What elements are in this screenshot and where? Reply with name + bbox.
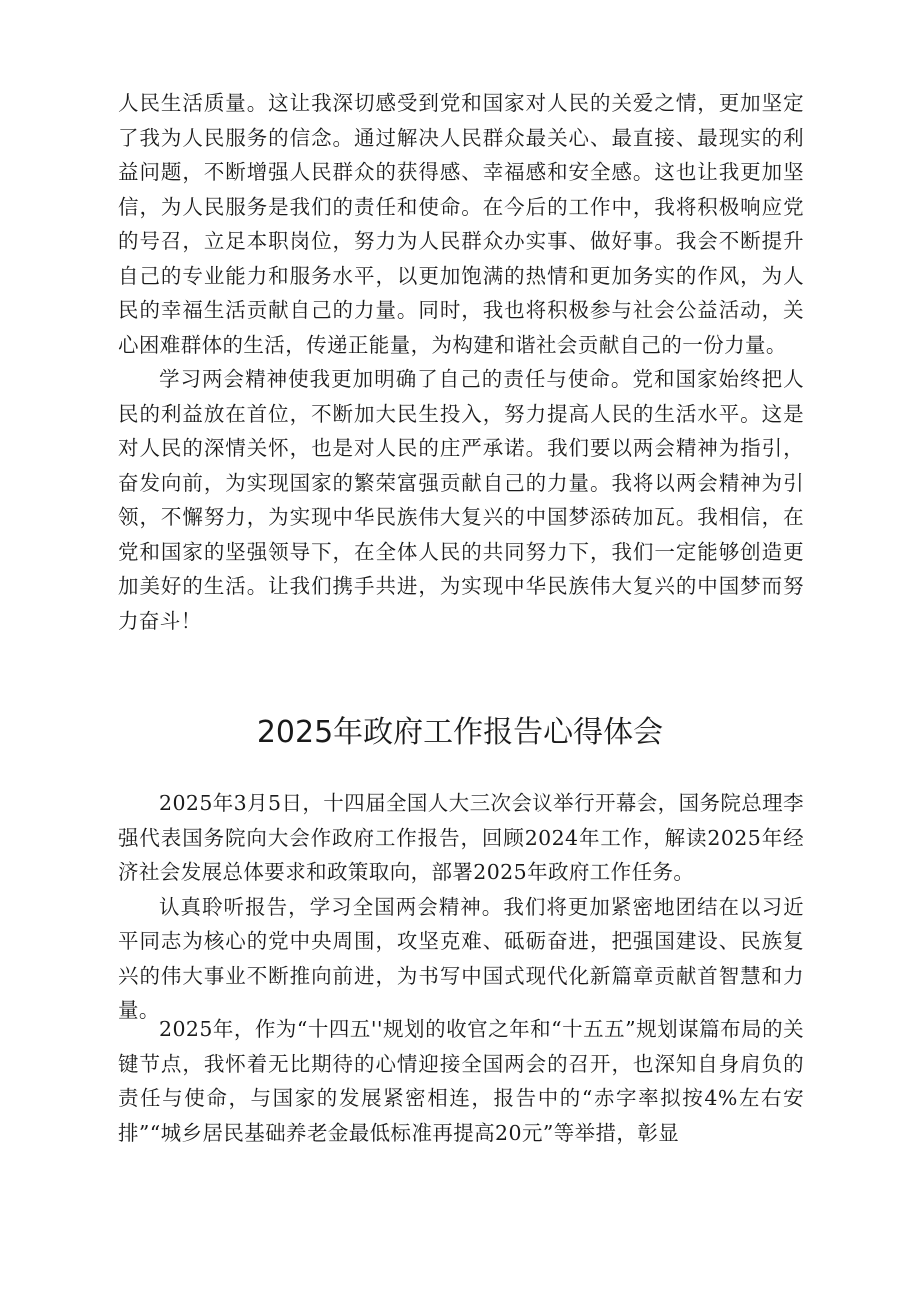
- paragraph-responsibility: 学习两会精神使我更加明确了自己的责任与使命。党和国家始终把人民的利益放在首位，不断加大民生投入，努力提高人民的生活水平。这是对人民的深情关怀，也是对人民的庄严承诺。我们要以两会精神为指引，奋发向前，为实现国家的繁荣富强贡献自己的力量。我将以两会精神为引领，不懈努力，为实现中华民族伟大复兴的中国梦添砖加瓦。我相信，在党和国家的坚强领导下，在全体人民的共同努力下，我们一定能够创造更加美好的生活。让我们携手共进，为实现中华民族伟大复兴的中国梦而努力奋斗！: [118, 367, 804, 633]
- article-title: 2025年政府工作报告心得体会: [256, 715, 664, 750]
- article-intro-section: [118, 786, 804, 1028]
- paragraph-listening: 认真聆听报告，学习全国两会精神。我们将更加紧密地团结在以习近平同志为核心的党中央周围，攻坚克难、砥砺奋进，把强国建设、民族复兴的伟大事业不断推向前进，为书写中国式现代化新篇章贡献首智慧和力量。: [118, 894, 804, 1022]
- paragraph-2025-plan: 2025年，作为“十四五''规划的收官之年和“十五五”规划谋篇布局的关键节点，我怀着无比期待的心情迎接全国两会的召开，也深知自身肩负的责任与使命，与国家的发展紧密相连，报告中的“赤字率拟按4%左右安排”“城乡居民基础养老金最低标准再提高20元”等举措，彰显: [118, 1017, 804, 1145]
- article-body-section: [118, 1012, 804, 1150]
- paragraph-opening: 2025年3月5日，十四届全国人大三次会议举行开幕会，国务院总理李强代表国务院向大会作政府工作报告，回顾2024年工作，解读2025年经济社会发展总体要求和政策取向，部署2025年政府工作任务。: [118, 791, 804, 884]
- paragraph-continued: 人民生活质量。这让我深切感受到党和国家对人民的关爱之情，更加坚定了我为人民服务的信念。通过解决人民群众最关心、最直接、最现实的利益问题，不断增强人民群众的获得感、幸福感和安全感。这也让我更加坚信，为人民服务是我们的责任和使命。在今后的工作中，我将积极响应党的号召，立足本职岗位，努力为人民群众办实事、做好事。我会不断提升自己的专业能力和服务水平，以更加饱满的热情和更加务实的作风，为人民的幸福生活贡献自己的力量。同时，我也将积极参与社会公益活动，关心困难群体的生活，传递正能量，为构建和谐社会贡献自己的一份力量。: [118, 91, 804, 357]
- continued-section: [118, 86, 804, 638]
